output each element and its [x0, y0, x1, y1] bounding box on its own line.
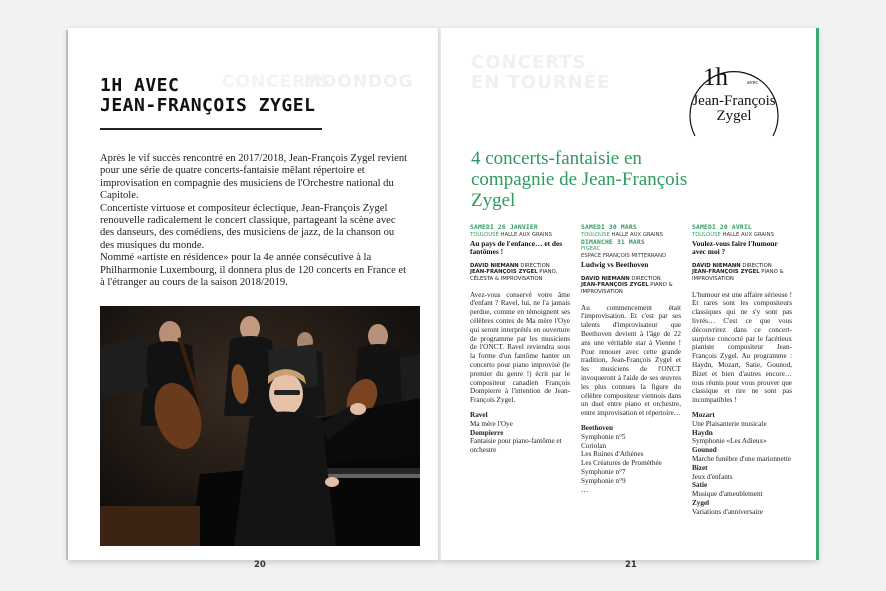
logo-1h: 1h — [703, 64, 728, 91]
artist-line — [581, 276, 681, 283]
concert-column — [692, 224, 792, 516]
ghost-heading: CONCERTS — [471, 52, 587, 73]
artist-name: JEAN-FRANÇOIS ZYGEL — [470, 269, 538, 276]
concert-artists — [692, 263, 792, 283]
artist-role: DIRECTION — [520, 262, 550, 269]
venue-hall: HALLE AUX GRAINS — [722, 231, 774, 238]
artist-line — [470, 263, 570, 270]
logo-name-line-2: Zygel — [716, 108, 752, 124]
page-number-right: 21 — [625, 560, 637, 570]
artist-role: DIRECTION — [631, 275, 661, 282]
left-page — [68, 28, 440, 570]
artist-line — [692, 269, 792, 282]
right-page — [441, 28, 818, 570]
concert-date-extra: DIMANCHE 31 MARS — [581, 238, 645, 246]
artist-name: DAVID NIEMANN — [692, 262, 741, 269]
program-composer: Beethoven — [581, 423, 613, 432]
artist-line — [581, 282, 681, 295]
venue-city: TOULOUSE — [692, 231, 721, 238]
program-composer: Gounod — [692, 446, 717, 455]
logo-name-line-1: Jean-François — [692, 93, 776, 109]
concert-artists — [581, 276, 681, 296]
logo-avec: avec — [747, 80, 758, 86]
artist-name: JEAN-FRANÇOIS ZYGEL — [692, 269, 760, 276]
concert-venue-extra: ESPACE FRANÇOIS MITTERRAND — [581, 253, 667, 260]
program-composer: Satie — [692, 481, 708, 490]
concert-date: SAMEDI 30 MARS — [581, 224, 637, 231]
artist-line — [470, 269, 570, 282]
artist-name: DAVID NIEMANN — [581, 275, 630, 282]
program-work: Les Ruines d'Athènes — [581, 450, 644, 459]
program-work: Symphonie «Les Adieux» — [692, 437, 767, 446]
heading-line-2: JEAN-FRANÇOIS ZYGEL — [100, 95, 316, 116]
heading-line-1: 1H AVEC — [100, 75, 180, 96]
concert-title: Ludwig vs Beethoven — [581, 260, 649, 270]
concert-venue-extra-city: FIGEAC — [581, 246, 601, 253]
artist-role: PIANO, CÉLESTA & IMPROVISATION — [470, 269, 558, 282]
heading-rule — [100, 128, 322, 130]
artist-role: PIANO & IMPROVISATION — [581, 282, 673, 295]
program-work: Coriolan — [581, 441, 607, 450]
artist-line — [692, 263, 792, 270]
artist-role: DIRECTION — [742, 262, 772, 269]
concert-date: SAMEDI 26 JANVIER — [470, 224, 538, 231]
program-work: Les Créatures de Prométhée — [581, 459, 662, 468]
program-work: Variations d'anniversaire — [692, 507, 763, 516]
venue-hall: HALLE AUX GRAINS — [500, 231, 552, 238]
program-work: Symphonie n°5 — [581, 432, 626, 441]
concert-date: SAMEDI 20 AVRIL — [692, 224, 752, 231]
program-work: Jeux d'enfants — [692, 472, 733, 481]
program-work: Symphonie n°9 — [581, 476, 626, 485]
logo-name — [677, 94, 791, 124]
program-work: Ma mère l'Oye — [470, 419, 513, 428]
intro-paragraph: Concertiste virtuose et compositeur éclectique, Jean-François Zygel renouvelle radicalement le concert classique, partageant la scène avec des danseurs, des comédiens, des musiciens de jazz, de la chanson ou des musiques du monde. — [100, 202, 396, 251]
artist-name: JEAN-FRANÇOIS ZYGEL — [581, 282, 649, 289]
concert-title: Au pays de l'enfance… et des fantômes ! — [470, 238, 563, 257]
program-composer: Ravel — [470, 410, 488, 419]
program-work: Fantaisie pour piano-fantôme et orchestre — [470, 437, 562, 455]
concert-artists — [470, 263, 570, 283]
page-heading — [100, 76, 315, 116]
program-composer: Zygel — [692, 498, 710, 507]
ghost-heading-2: CONCERTS — [222, 72, 332, 92]
venue-hall: HALLE AUX GRAINS — [611, 231, 663, 238]
venue-city: TOULOUSE — [581, 231, 610, 238]
concert-column — [470, 224, 570, 455]
venue-city: TOULOUSE — [470, 231, 499, 238]
program-composer: Mozart — [692, 410, 715, 419]
concert-description: Au commencement était l'improvisation. Et c'est par ses talents d'improvisateur que Beethoven devient à l'âge de 22 ans une véritable star à Vienne ! Pour renouer avec cette grande tradition, Jean-François Zygel et les musiciens de l'ONCT invoqueront à l'aide de ses œuvres les plus connues la figure du célèbre compositeur viennois dans un duel entre piano et orchestre, entre improvisation et répertoire… — [581, 303, 681, 418]
program-work: … — [581, 485, 589, 494]
series-logo — [675, 58, 793, 156]
program-work: Symphonie n°7 — [581, 467, 626, 476]
concert-venue — [581, 232, 681, 239]
series-title: 4 concerts-fantaisie en compagnie de Jean-François Zygel — [471, 148, 688, 211]
concert-program — [581, 424, 681, 494]
intro-paragraph: Après le vif succès rencontré en 2017/2018, Jean-François Zygel revient pour une série de quatre concerts-fantaisie mêlant répertoire et improvisation en compagnie des musiciens de l'Orchestre national du Capitole. — [100, 153, 408, 202]
program-work: Marche funèbre d'une marionnette — [692, 454, 791, 463]
concert-venue — [470, 232, 570, 239]
program-composer: Bizet — [692, 463, 708, 472]
program-composer: Dompierre — [470, 428, 504, 437]
program-work: Une Plaisanterie musicale — [692, 419, 767, 428]
intro-paragraph: Nommé «artiste en résidence» pour la 4e année consécutive à la Philharmonie Luxembourg, il donnera plus de 120 concerts en France et à l'étranger au cours de la saison 2018/2019. — [100, 252, 407, 289]
concert-program — [470, 411, 570, 455]
concert-venue — [692, 232, 792, 239]
concert-photo — [100, 306, 420, 546]
program-composer: Haydn — [692, 428, 713, 437]
concert-title: Voulez-vous faire l'humour avec moi ? — [692, 238, 778, 257]
concert-description: Avez-vous conservé votre âme d'enfant ? Ravel, lui, ne l'a jamais perdue, comme en témoignent ses célèbres contes de Ma mère l'Oye qui seront interprétés en ouverture de programme par les musiciens de l'ONCT. Ravel reviendra sous la forme d'un fantôme hanter un concerto pour piano improvisé (le premier du genre !) écrit par le compositeur canadien François Dompierre à l'intention de Jean-François Zygel. — [470, 290, 570, 405]
ghost-heading-2: EN TOURNÉE — [471, 72, 611, 93]
intro-text — [100, 153, 410, 289]
program-work: Musique d'ameublement — [692, 490, 763, 499]
concert-column — [581, 224, 681, 494]
artist-role: PIANO & IMPROVISATION — [692, 269, 784, 282]
artist-name: DAVID NIEMANN — [470, 262, 519, 269]
concert-program — [692, 411, 792, 517]
page-number-left: 20 — [254, 560, 266, 570]
concert-description: L'humour est une affaire sérieuse ! Et rares sont les compositeurs classiques qui ne s'y sont pas livrés… C'est ce que vous découvrirez dans ce concert-surprise concocté par le facétieux pianiste compositeur Jean-François Zygel. Au programme : Haydn, Mozart, Satie, Gounod, Bizet et bien d'autres encore… tous réunis pour vous prouver que classique et rire ne sont pas incompatibles ! — [692, 290, 792, 405]
ghost-heading: MOONDOG — [304, 72, 414, 92]
page-edge-accent — [816, 28, 819, 560]
